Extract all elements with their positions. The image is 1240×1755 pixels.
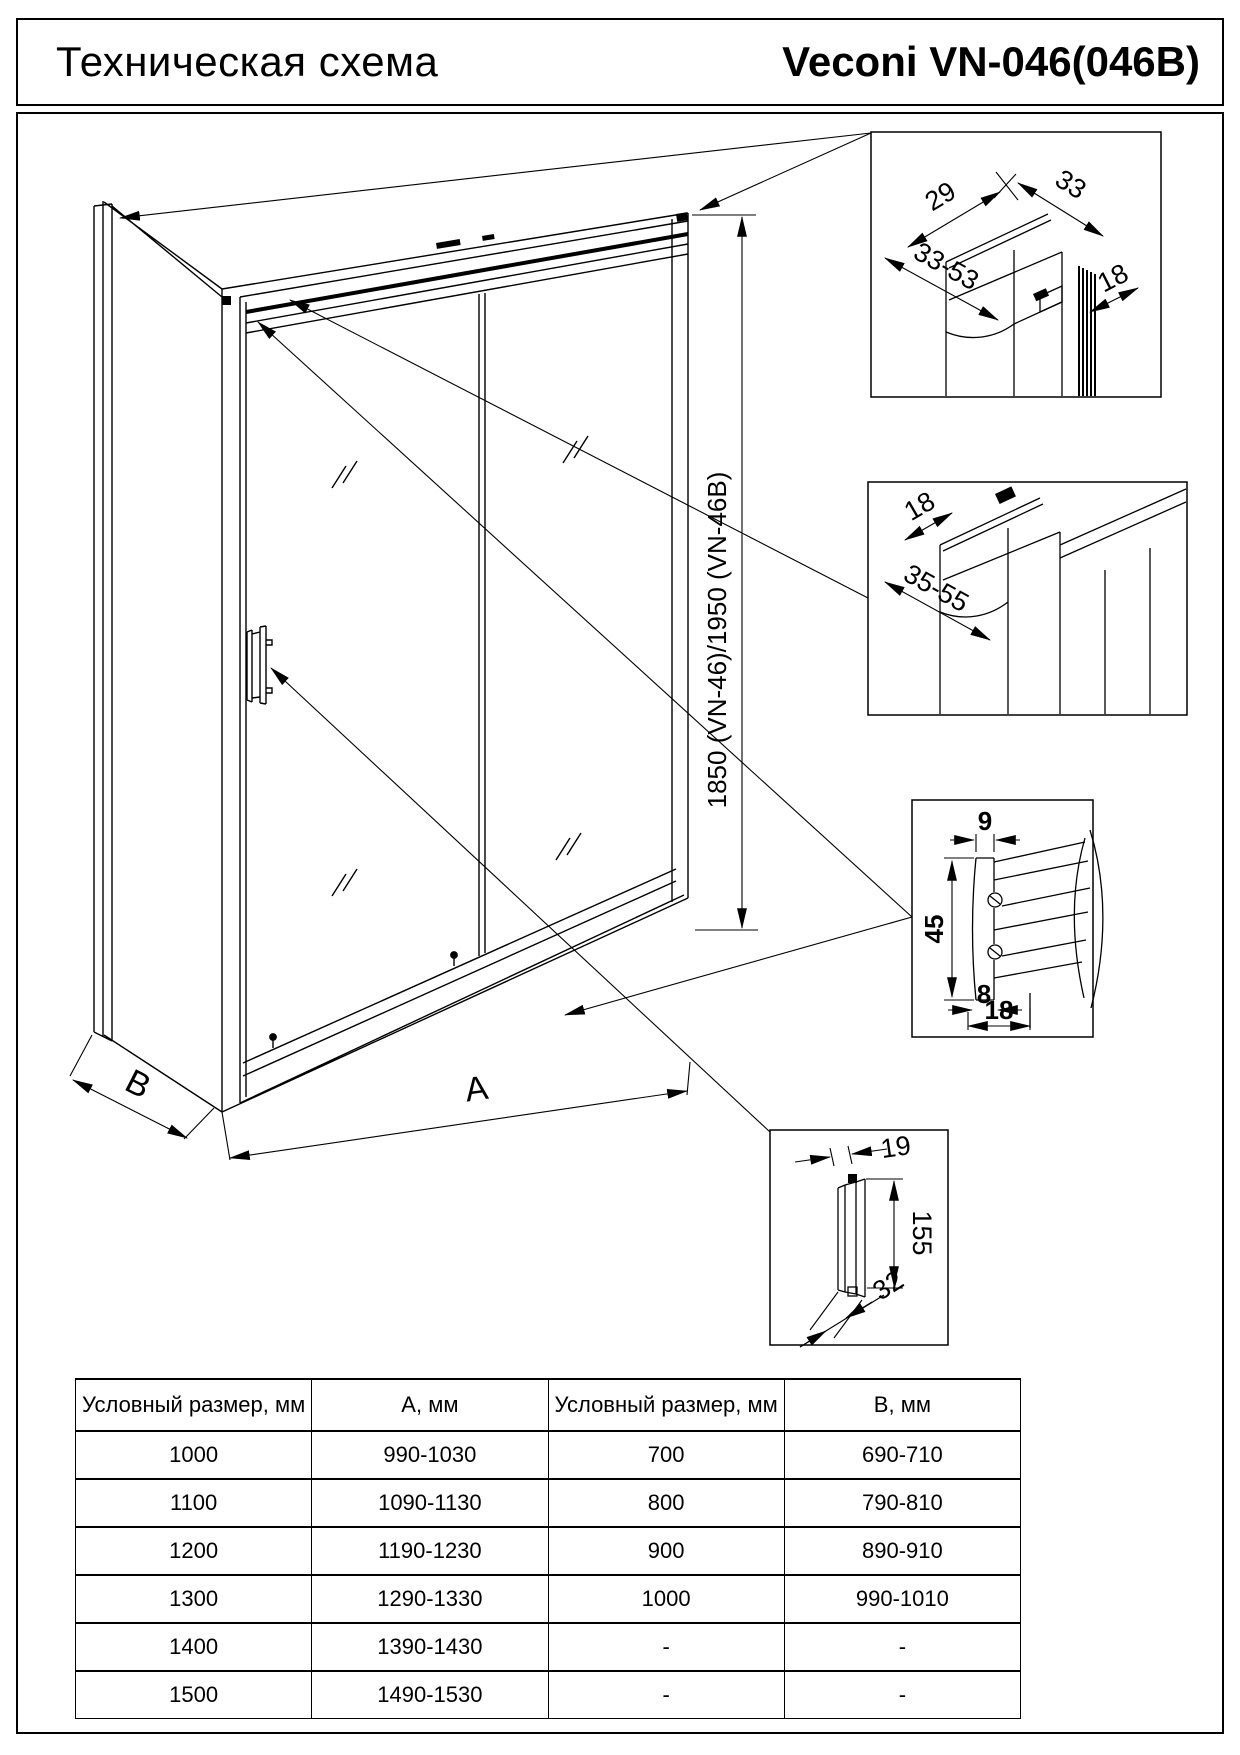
detail3-dim-45: 45 (919, 914, 949, 944)
title-block (16, 18, 1224, 106)
cell: 1000 (548, 1575, 784, 1623)
product-model: Veconi VN-046(046B) (782, 38, 1200, 85)
cell: 1100 (76, 1479, 312, 1527)
cell: 1300 (76, 1575, 312, 1623)
detail2-dim-18: 18 (898, 485, 941, 527)
col-header-size-a: Условный размер, мм (76, 1379, 312, 1431)
cell: 1290-1330 (312, 1575, 548, 1623)
dim-height-label: 1850 (VN-46)/1950 (VN-46B) (702, 471, 732, 809)
table-row (76, 1671, 1021, 1719)
cell: 1500 (76, 1671, 312, 1719)
cell: 800 (548, 1479, 784, 1527)
col-header-size-b: Условный размер, мм (548, 1379, 784, 1431)
cell: - (548, 1623, 784, 1671)
detail1-dim-18: 18 (1092, 257, 1134, 299)
cell: - (784, 1623, 1020, 1671)
detail1-dim-33: 33 (1050, 163, 1092, 206)
table-row (76, 1431, 1021, 1479)
cell: 990-1030 (312, 1431, 548, 1479)
cell: 890-910 (784, 1527, 1020, 1575)
cell: 1390-1430 (312, 1623, 548, 1671)
cell: 700 (548, 1431, 784, 1479)
cell: 1190-1230 (312, 1527, 548, 1575)
detail3-dim-8: 8 (976, 979, 992, 1009)
cell: 1000 (76, 1431, 312, 1479)
cell: 900 (548, 1527, 784, 1575)
table-row (76, 1575, 1021, 1623)
cell: 990-1010 (784, 1575, 1020, 1623)
cell: 1490-1530 (312, 1671, 548, 1719)
cell: 1200 (76, 1527, 312, 1575)
dim-a-label: A (462, 1068, 491, 1110)
size-table (75, 1378, 1021, 1719)
table-row (76, 1479, 1021, 1527)
cell: 1400 (76, 1623, 312, 1671)
col-header-a: А, мм (312, 1379, 548, 1431)
detail3-dim-18: 18 (984, 995, 1014, 1025)
detail4-dim-32: 32 (867, 1264, 909, 1307)
table-row (76, 1527, 1021, 1575)
table-row (76, 1623, 1021, 1671)
cell: 690-710 (784, 1431, 1020, 1479)
page-title: Техническая схема (56, 38, 439, 85)
detail4-dim-155: 155 (907, 1210, 937, 1256)
col-header-b: В, мм (784, 1379, 1020, 1431)
cell: - (784, 1671, 1020, 1719)
cell: 790-810 (784, 1479, 1020, 1527)
cell: 1090-1130 (312, 1479, 548, 1527)
cell: - (548, 1671, 784, 1719)
detail4-dim-19: 19 (878, 1130, 913, 1165)
detail1-dim-29: 29 (919, 175, 961, 217)
detail1-dim-33-53: 33-53 (908, 236, 984, 296)
dim-b-label: B (119, 1062, 157, 1107)
detail2-dim-35-55: 35-55 (898, 558, 974, 618)
table-header-row (76, 1379, 1021, 1431)
detail3-dim-9: 9 (977, 806, 993, 836)
